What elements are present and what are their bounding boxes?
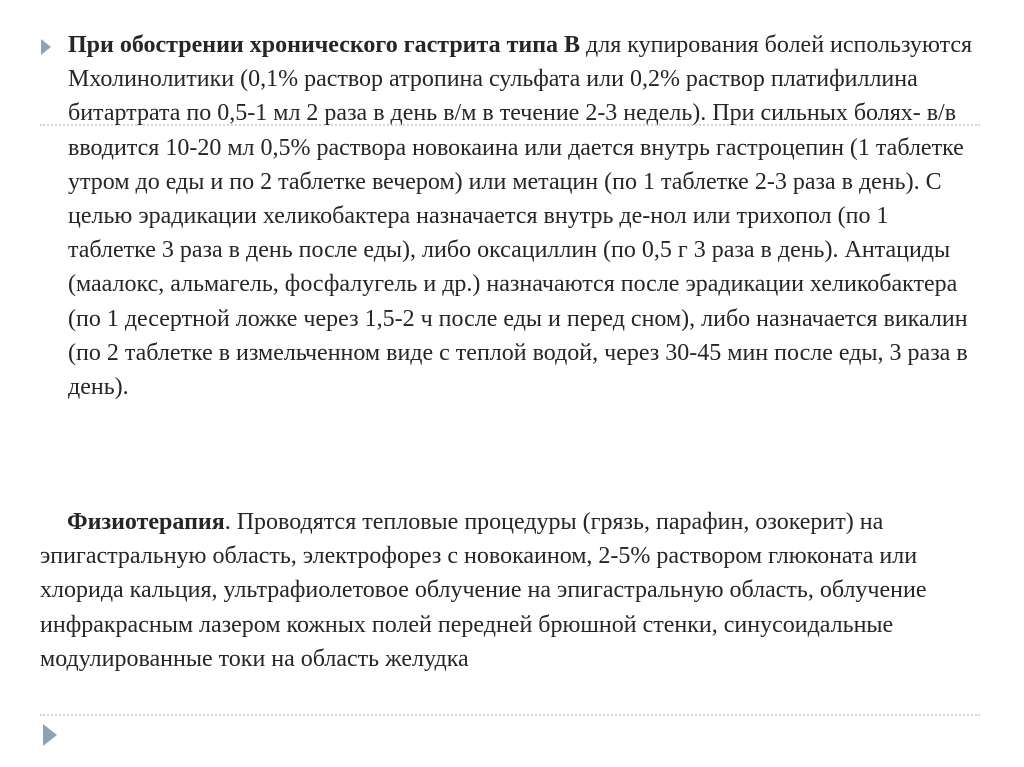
paragraph-body: для купирования болей используются Мхолинолитики (0,1% раствор атропина сульфата или 0,2% раствор платифиллина битартрата по 0,5-1 мл 2 раза в день в/м в течение 2-3 недель). При сильных болях- в/в вводится 10-20 мл 0,5% раствора новокаина или дается внутрь гастроцепин (1 таблетке утром до еды и по 2 таблетке вечером) или метацин (по 1 таблетке 2-3 раза в день). С целью эрадикации хеликобактера назначается внутрь де-нол или трихопол (по 1 таблетке 3 раза в день после еды), либо оксациллин (по 0,5 г 3 раза в день). Антациды (маалокс, альмагель, фосфалугель и др.) назначаются после эрадикации хеликобактера (по 1 десертной ложке через 1,5-2 ч после еды и перед сном), либо назначается викалин (по 2 таблетке в измельченном виде с теплой водой, через 30-45 мин после еды, 3 раза в день). [68,32,973,401]
paragraph-bold-lead: При обострении хронического гастрита типа В [68,32,581,58]
paragraph-bold-lead: Физиотерапия [67,509,225,535]
triangle-bullet-icon [41,722,59,748]
dotted-divider-bottom [40,714,980,716]
paragraph-gastritis-treatment [68,28,980,404]
triangle-bullet-icon [40,38,52,56]
paragraph-body: . Проводятся тепловые процедуры (грязь, парафин, озокерит) на эпигастральную область, электрофорез с новокаином, 2-5% раствором глюконата или хлорида кальция, ультрафиолетовое облучение на эпигастральную область, облучение инфракрасным лазером кожных полей передней брюшной стенки, синусоидальные модулированные токи на область желудка [40,509,927,672]
paragraph-physiotherapy [40,505,980,676]
